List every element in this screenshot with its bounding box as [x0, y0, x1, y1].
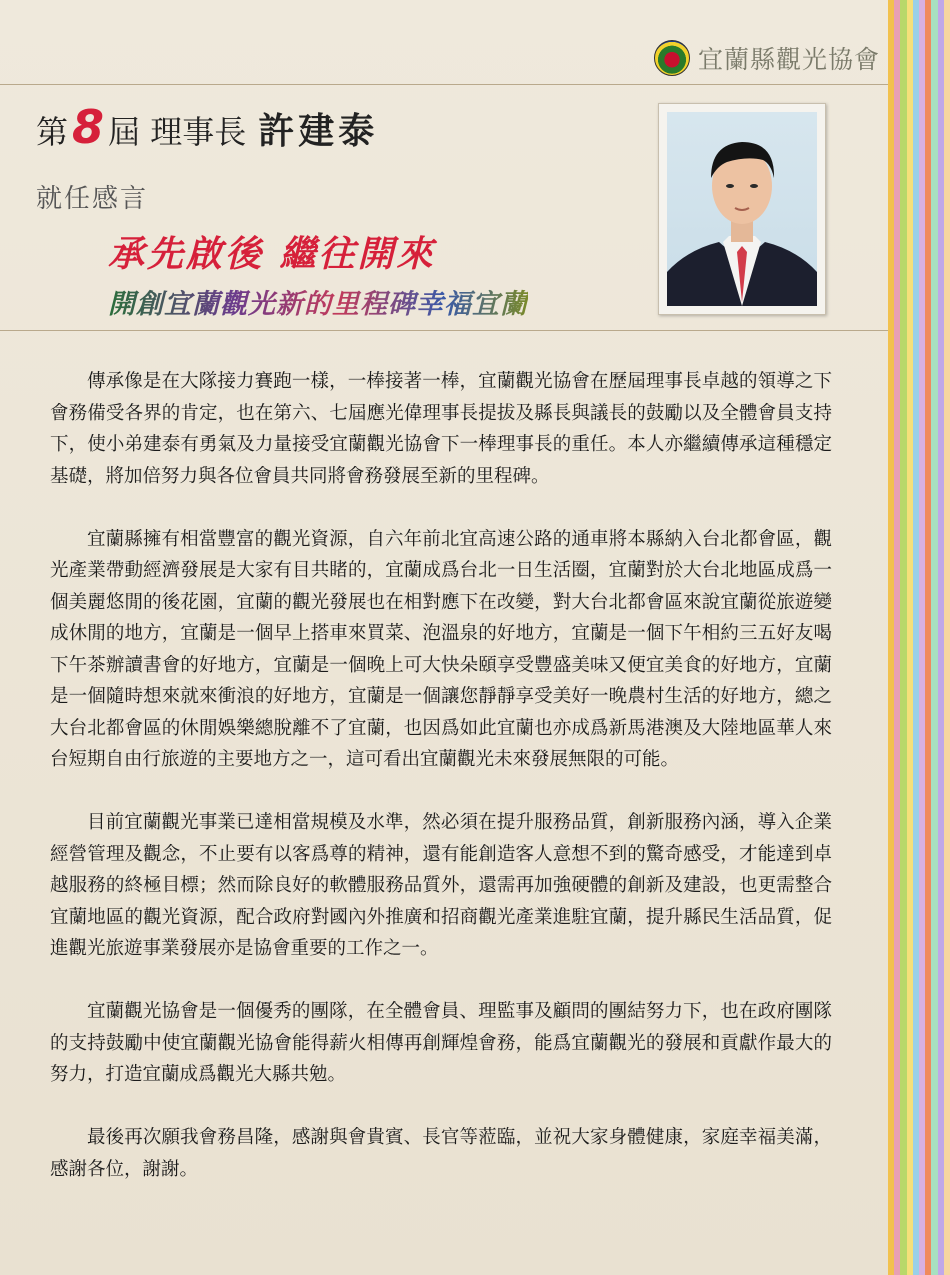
slogan-line-2: 開創宜蘭觀光新的里程碑幸福宜蘭 — [108, 282, 528, 321]
title-suffix: 屆 理事長 — [108, 113, 247, 151]
association-seal-icon — [654, 40, 690, 76]
section-divider-line — [0, 330, 888, 331]
speech-body — [50, 366, 832, 1217]
section-subtitle: 就任感言 — [36, 184, 149, 214]
chairman-portrait-photo — [667, 112, 817, 306]
header-divider-line — [0, 84, 888, 85]
slogan-line-1: 承先啟後 繼往開來 — [108, 234, 436, 275]
paragraph-4: 宜蘭觀光協會是一個優秀的團隊，在全體會員、理監事及顧問的團結努力下，也在政府團隊的支持鼓勵中使宜蘭觀光協會能得薪火相傳再創輝煌會務，能爲宜蘭觀光的發展和貢獻作最大的努力，打造宜蘭成爲觀光大縣共勉。 — [50, 1001, 832, 1085]
brand-name: 宜蘭縣觀光協會 — [697, 45, 880, 74]
paragraph-1: 傳承像是在大隊接力賽跑一樣，一棒接著一棒，宜蘭觀光協會在歷屆理事長卓越的領導之下會務備受各界的肯定，也在第六、七屆應光偉理事長提拔及縣長與議長的鼓勵以及全體會員支持下，使小弟建泰有勇氣及力量接受宜蘭觀光協會下一棒理事長的重任。本人亦繼續傳承這種穩定基礎，將加倍努力與各位會員共同將會務發展至新的里程碑。 — [50, 371, 832, 487]
decorative-color-stripes — [888, 0, 950, 1275]
paragraph-5: 最後再次願我會務昌隆，感謝與會貴賓、長官等蒞臨，並祝大家身體健康，家庭幸福美滿，感謝各位，謝謝。 — [50, 1127, 832, 1180]
paragraph-3: 目前宜蘭觀光事業已達相當規模及水準，然必須在提升服務品質，創新服務內涵，導入企業經營管理及觀念，不止要有以客爲尊的精神，還有能創造客人意想不到的驚奇感受，才能達到卓越服務的終極目標；然而除良好的軟體服務品質外，還需再加強硬體的創新及建設，也更需整合宜蘭地區的觀光資源，配合政府對國內外推廣和招商觀光產業進駐宜蘭，提升縣民生活品質，促進觀光旅遊事業發展亦是協會重要的工作之一。 — [50, 812, 832, 959]
paragraph-2: 宜蘭縣擁有相當豐富的觀光資源，自六年前北宜高速公路的通車將本縣納入台北都會區，觀光產業帶動經濟發展是大家有目共睹的，宜蘭成爲台北一日生活圈，宜蘭對於大台北地區成爲一個美麗悠閒的後花園，宜蘭的觀光發展也在相對應下在改變，對大台北都會區來說宜蘭從旅遊變成休閒的地方，宜蘭是一個早上搭車來買菜、泡溫泉的好地方，宜蘭是一個下午相約三五好友喝下午茶辦讀書會的好地方，宜蘭是一個晚上可大快朵頤享受豐盛美味又便宜美食的好地方，宜蘭是一個隨時想來就來衝浪的好地方，宜蘭是一個讓您靜靜享受美好一晚農村生活的好地方，總之大台北都會區的休閒娛樂總脫離不了宜蘭，也因爲如此宜蘭也亦成爲新馬港澳及大陸地區華人來台短期自由行旅遊的主要地方之一，這可看出宜蘭觀光未來發展無限的可能。 — [50, 528, 832, 770]
title-prefix: 第 — [36, 113, 69, 151]
portrait-photo-frame — [658, 103, 826, 315]
chairman-name: 許建泰 — [258, 111, 379, 152]
page-title — [36, 100, 378, 154]
term-number: 8 — [72, 100, 105, 154]
portrait-illustration — [667, 112, 817, 306]
header-brand — [654, 40, 880, 76]
